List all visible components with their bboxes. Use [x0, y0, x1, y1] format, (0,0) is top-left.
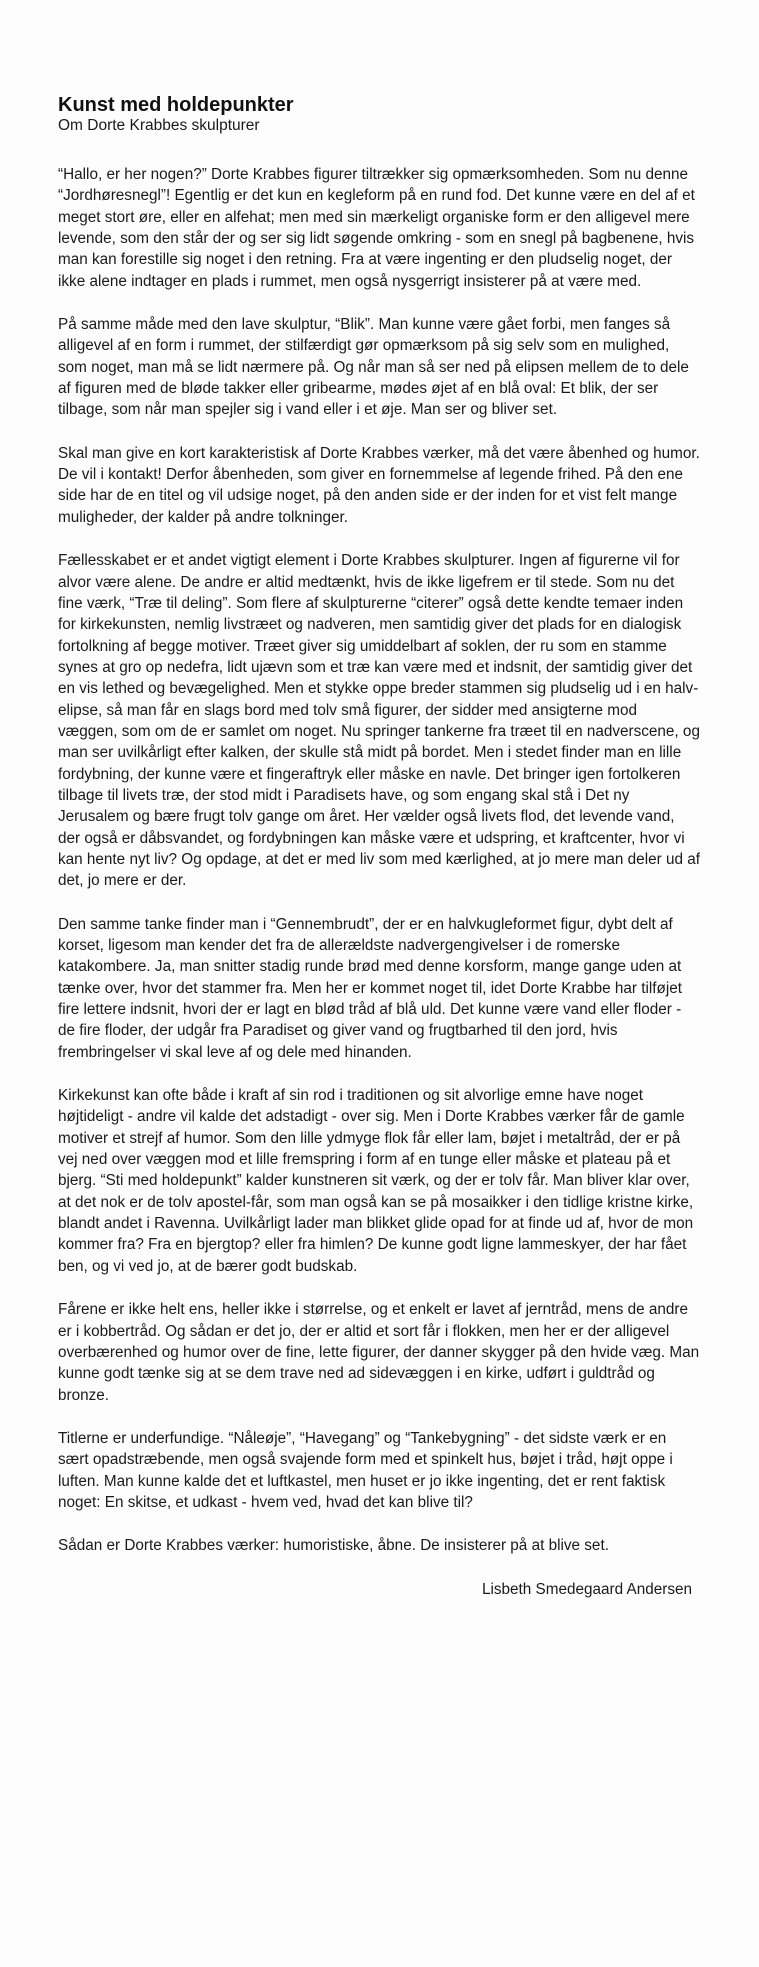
paragraph: Fårene er ikke helt ens, heller ikke i størrelse, og et enkelt er lavet af jerntråd, mens de andre er i kobbertråd. Og sådan er det jo, der er altid et sort får i flokken, men her er der alligevel overbærenhed og humor over de fine, lette figurer, der danner skygger på den hvide væg. Man kunne godt tænke sig at se dem trave ned ad sidevæggen i en kirke, udført i guldtråd og bronze.	[58, 1301, 700, 1404]
paragraph: Titlerne er underfundige. “Nåleøje”, “Havegang” og “Tankebygning” - det sidste værk er en sært opadstræbende, men også svajende form med et spinkelt hus, bøjet i tråd, højt oppe i luften. Man kunne kalde det et luftkastel, men huset er jo ikke ingenting, det er rent faktisk noget: En skitse, et udkast - hvem ved, hvad det kan blive til?	[58, 1429, 673, 1511]
paragraph: Kirkekunst kan ofte både i kraft af sin rod i traditionen og sit alvorlige emne have noget højtideligt - andre vil kalde det adstadigt - over sig. Men i Dorte Krabbes værker får de gamle motiver et strejf af humor. Som den lille ydmyge flok får eller lam, bøjet i metaltråd, der er på vej ned over væggen mod et lille fremspring i form af en tunge eller måske et plateau på et bjerg. “Sti med holdepunkt” kalder kunstneren sit værk, og der er tolv får. Man bliver klar over, at det nok er de tolv apostel-får, som man også kan se på mosaikker i den tidlige kristne kirke, blandt andet i Ravenna. Uvilkårligt lader man blikket glide opad for at finde ud af, hvor de mon kommer fra? Fra en bjergtop? eller fra himlen? De kunne godt ligne lammeskyer, der har fået ben, og vi ved jo, at de bærer godt budskab.	[58, 1087, 694, 1275]
author-signature: Lisbeth Smedegaard Andersen	[481, 1580, 692, 1598]
paragraph: Skal man give en kort karakteristisk af Dorte Krabbes værker, må det være åbenhed og humor. De vil i kontakt! Derfor åbenheden, som giver en fornemmelse af legende frihed. På den ene side har de en titel og vil udsige noget, på den anden side er der inden for et vist felt mange muligheder, der kalder på andre tolkninger.	[58, 444, 700, 526]
paragraph: På samme måde med den lave skulptur, “Blik”. Man kunne være gået forbi, men fanges så alligevel af en form i rummet, der stilfærdigt gør opmærksom på sig selv som en mulighed, som noget, man må se lidt nærmere på. Og når man så ser ned på elipsen mellem de to dele af figuren med de bløde takker eller gribearme, mødes øjet af en blå oval: Et blik, der ser tilbage, som når man spejler sig i vand eller i et øje. Man ser og bliver set.	[58, 316, 689, 419]
paragraph: Sådan er Dorte Krabbes værker: humoristiske, åbne. De insisterer på at blive set.	[58, 1537, 609, 1555]
article-subtitle: Om Dorte Krabbes skulpturer	[58, 117, 260, 134]
paragraph: “Hallo, er her nogen?” Dorte Krabbes figurer tiltrækker sig opmærksomheden. Som nu denne “Jordhøresnegl”! Egentlig er det kun en kegleform på en rund fod. Det kunne være en del af et meget stort øre, eller en alfehat; men med sin mærkeligt organiske form er den alligevel mere levende, som den står der og ser sig lidt søgende omkring - som en snegl på bagbenene, hvis man kan forestille sig noget i den retning. Fra at være ingenting er den pludselig noget, der ikke alene indtager en plads i rummet, men også nysgerrigt insisterer på at være med.	[58, 166, 695, 290]
paragraph: Fællesskabet er et andet vigtigt element i Dorte Krabbes skulpturer. Ingen af figurerne vil for alvor være alene. De andre er altid medtænkt, hvis de ikke ligefrem er til stede. Som nu det fine værk, “Træ til deling”. Som flere af skulpturerne “citerer” også dette kendte temaer inden for kirkekunsten, nemlig livstræet og nadveren, men samtidig giver det plads for en dialogisk fortolkning af begge motiver. Træet giver sig umiddelbart af soklen, der ru som en stamme synes at gro op nedefra, lidt ujævn som et træ kan være med et indsnit, der samtidig giver det en vis lethed og bevægelighed. Men et stykke oppe breder stammen sig pludselig ud i en halv-elipse, så man får en slags bord med tolv små figurer, der sidder med ansigterne mod væggen, som om de er samlet om noget. Nu springer tankerne fra træet til en nadverscene, og man ser uvilkårligt efter kalken, der skulle stå midt på bordet. Men i stedet finder man en lille fordybning, der kunne være et fingeraftryk eller måske en navle. Det bringer igen fortolkeren tilbage til livets træ, der stod midt i Paradisets have, og som engang skal stå i Det ny Jerusalem og bære frugt tolv gange om året. Her vælder også livets flod, det levende vand, der også er dåbsvandet, og fordybningen kan måske være et udspring, et kraftcenter, hvor vi kan hente nyt liv? Og opdage, at det er med liv som med kærlighed, at jo mere man deler ud af det, jo mere er der.	[58, 552, 700, 890]
article-title: Kunst med holdepunkter	[58, 94, 294, 116]
article	[58, 94, 700, 1600]
paragraph: Den samme tanke finder man i “Gennembrudt”, der er en halvkugleformet figur, dybt delt af korset, ligesom man kender det fra de allerældste nadvergengivelser i de romerske katakombere. Ja, man snitter stadig runde brød med denne korsform, mange gange uden at tænke over, hvor det stammer fra. Men her er kommet noget til, idet Dorte Krabbe har tilføjet fire lettere indsnit, hvori der er lagt en blød tråd af blå uld. Det kunne være vand eller floder - de fire floder, der udgår fra Paradiset og giver vand og frugtbarhed til den jord, hvis frembringelser vi skal leve af og dele med hinanden.	[58, 915, 683, 1061]
